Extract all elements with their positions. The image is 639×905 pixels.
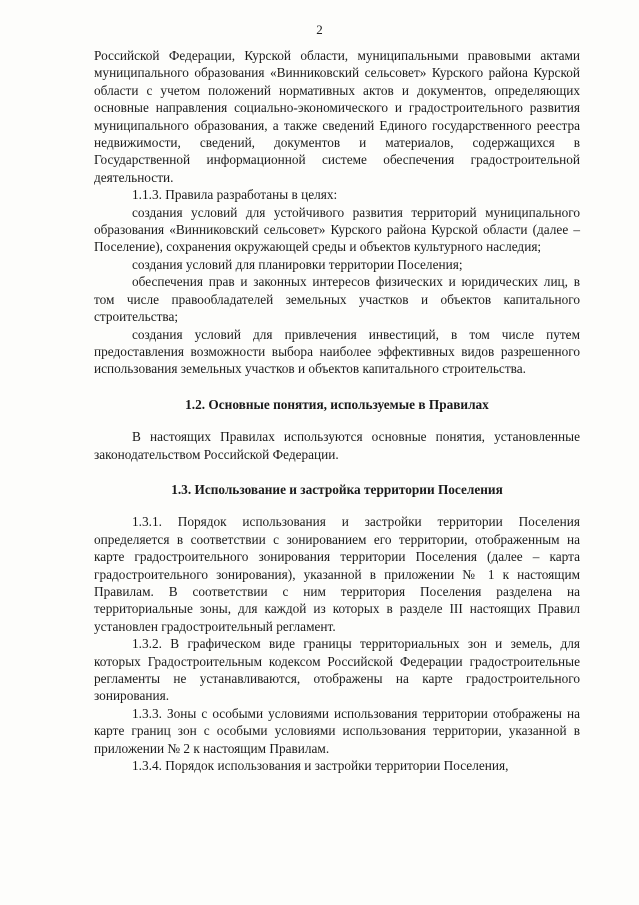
section-1-2-heading: 1.2. Основные понятия, используемые в Правилах (185, 396, 489, 412)
spacer (94, 413, 580, 428)
section-1-3-paragraph: 1.3.2. В графическом виде границы территориальных зон и земель, для которых Градостроительным кодексом Российской Федерации градостроительные регламенты не устанавливаются, отображены на карте градостроительного зонирования. (94, 636, 580, 704)
goal-item: создания условий для привлечения инвестиций, в том числе путем предоставления возможности выбора наиболее эффективных видов разрешенного использования земельных участков и объектов капитального строительства. (94, 326, 580, 377)
page-number: 2 (316, 22, 323, 37)
section-1-3-paragraph: 1.3.3. Зоны с особыми условиями использования территории отображены на карте границ зон с особыми условиями использования территории, указанной в приложении № 2 к настоящим Правилам. (94, 705, 580, 756)
section-1-1-3-intro: 1.1.3. Правила разработаны в целях: (132, 187, 338, 203)
section-1-3-heading: 1.3. Использование и застройка территории Поселения (171, 481, 503, 497)
document-body (94, 47, 580, 774)
spacer (94, 463, 580, 481)
section-1-3-paragraph: 1.3.4. Порядок использования и застройки территории Поселения, (132, 758, 509, 774)
section-1-3-paragraph: 1.3.1. Порядок использования и застройки территории Поселения определяется в соответствии с зонированием его территории, отображенным на карте градостроительного зонирования территории Поселения (далее – карта градостроительного зонирования), указанной в приложении № 1 к настоящим Правилам. В соответствии с ним территория Поселения разделена на территориальные зоны, для каждой из которых в разделе III настоящих Правил установлен градостроительный регламент. (94, 514, 580, 634)
spacer (94, 378, 580, 396)
paragraph-continued: Российской Федерации, Курской области, муниципальными правовыми актами муниципального образования «Винниковский сельсовет» Курского района Курской области с учетом положений нормативных актов и документов, определяющих основные направления социально-экономического и градостроительного развития муниципального образования, а также сведений Единого государственного реестра недвижимости, сведений, документов и материалов, содержащихся в Государственной информационной системе обеспечения градостроительной деятельности. (94, 48, 580, 185)
spacer (94, 498, 580, 513)
goal-item: создания условий для устойчивого развития территорий муниципального образования «Винниковский сельсовет» Курского района Курской области (далее – Поселение), сохранения окружающей среды и объектов культурного наследия; (94, 204, 580, 255)
goal-item: обеспечения прав и законных интересов физических и юридических лиц, в том числе правообладателей земельных участков и объектов капитального строительства; (94, 274, 580, 325)
section-1-2-text: В настоящих Правилах используются основные понятия, установленные законодательством Российской Федерации. (94, 429, 580, 462)
goal-item: создания условий для планировки территории Поселения; (132, 256, 463, 272)
